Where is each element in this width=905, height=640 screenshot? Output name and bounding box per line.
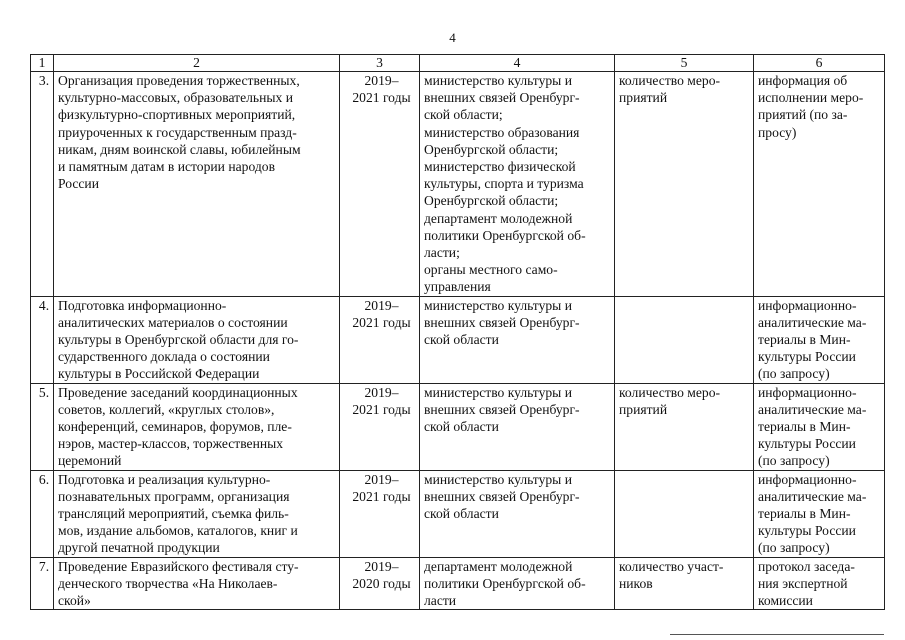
executors-cell: министерство культуры и внешних связей Оренбург- ской области xyxy=(420,470,615,557)
table-row xyxy=(31,470,885,557)
column-header: 3 xyxy=(340,55,420,72)
executors-cell: министерство культуры и внешних связей Оренбург- ской области; министерство образования Оренбургской области; министерство физической культуры, спорта и туризма Оренбургской области; департамент молодежной политики Оренбургской об- ласти; органы местного само- управления xyxy=(420,72,615,297)
years-cell: 2019– 2021 годы xyxy=(340,383,420,470)
row-number: 5. xyxy=(31,383,54,470)
row-number: 4. xyxy=(31,296,54,383)
report-cell: информация об исполнении меро- приятий (по за- просу) xyxy=(754,72,885,297)
event-cell: Проведение заседаний координационных советов, коллегий, «круглых столов», конференций, семинаров, форумов, пле- нэров, мастер-классов, торжественных церемоний xyxy=(54,383,340,470)
report-cell: информационно- аналитические ма- териалы в Мин- культуры России (по запросу) xyxy=(754,383,885,470)
event-cell: Подготовка информационно- аналитических материалов о состоянии культуры в Оренбургской области для го- сударственного доклада о состоянии культуры в Российской Федерации xyxy=(54,296,340,383)
table-row xyxy=(31,383,885,470)
table-header-row xyxy=(31,55,885,72)
row-number: 3. xyxy=(31,72,54,297)
column-header: 1 xyxy=(31,55,54,72)
table-row xyxy=(31,72,885,297)
table-row xyxy=(31,296,885,383)
indicator-cell: количество меро- приятий xyxy=(615,72,754,297)
indicator-cell xyxy=(615,296,754,383)
page-number: 4 xyxy=(449,30,456,45)
report-cell: информационно- аналитические ма- териалы в Мин- культуры России (по запросу) xyxy=(754,470,885,557)
row-number: 6. xyxy=(31,470,54,557)
report-cell: протокол заседа- ния экспертной комиссии xyxy=(754,557,885,610)
plan-table xyxy=(30,54,885,610)
indicator-cell xyxy=(615,470,754,557)
column-header: 4 xyxy=(420,55,615,72)
event-cell: Подготовка и реализация культурно- познавательных программ, организация трансляций мероприятий, съемка филь- мов, издание альбомов, каталогов, книг и другой печатной продукции xyxy=(54,470,340,557)
column-header: 5 xyxy=(615,55,754,72)
executors-cell: министерство культуры и внешних связей Оренбург- ской области xyxy=(420,383,615,470)
row-number: 7. xyxy=(31,557,54,610)
years-cell: 2019– 2021 годы xyxy=(340,72,420,297)
event-cell: Проведение Евразийского фестиваля сту- денческого творчества «На Николаев- ской» xyxy=(54,557,340,610)
column-header: 6 xyxy=(754,55,885,72)
indicator-cell: количество меро- приятий xyxy=(615,383,754,470)
years-cell: 2019– 2021 годы xyxy=(340,470,420,557)
executors-cell: департамент молодежной политики Оренбургской об- ласти xyxy=(420,557,615,610)
report-cell: информационно- аналитические ма- териалы в Мин- культуры России (по запросу) xyxy=(754,296,885,383)
table-row xyxy=(31,557,885,610)
years-cell: 2019– 2021 годы xyxy=(340,296,420,383)
footer-rule xyxy=(670,634,884,635)
column-header: 2 xyxy=(54,55,340,72)
years-cell: 2019– 2020 годы xyxy=(340,557,420,610)
event-cell: Организация проведения торжественных, культурно-массовых, образовательных и физкультурно-спортивных мероприятий, приуроченных к государственным празд- никам, дням воинской славы, юбилейным и памятным датам в истории народов России xyxy=(54,72,340,297)
executors-cell: министерство культуры и внешних связей Оренбург- ской области xyxy=(420,296,615,383)
indicator-cell: количество участ- ников xyxy=(615,557,754,610)
